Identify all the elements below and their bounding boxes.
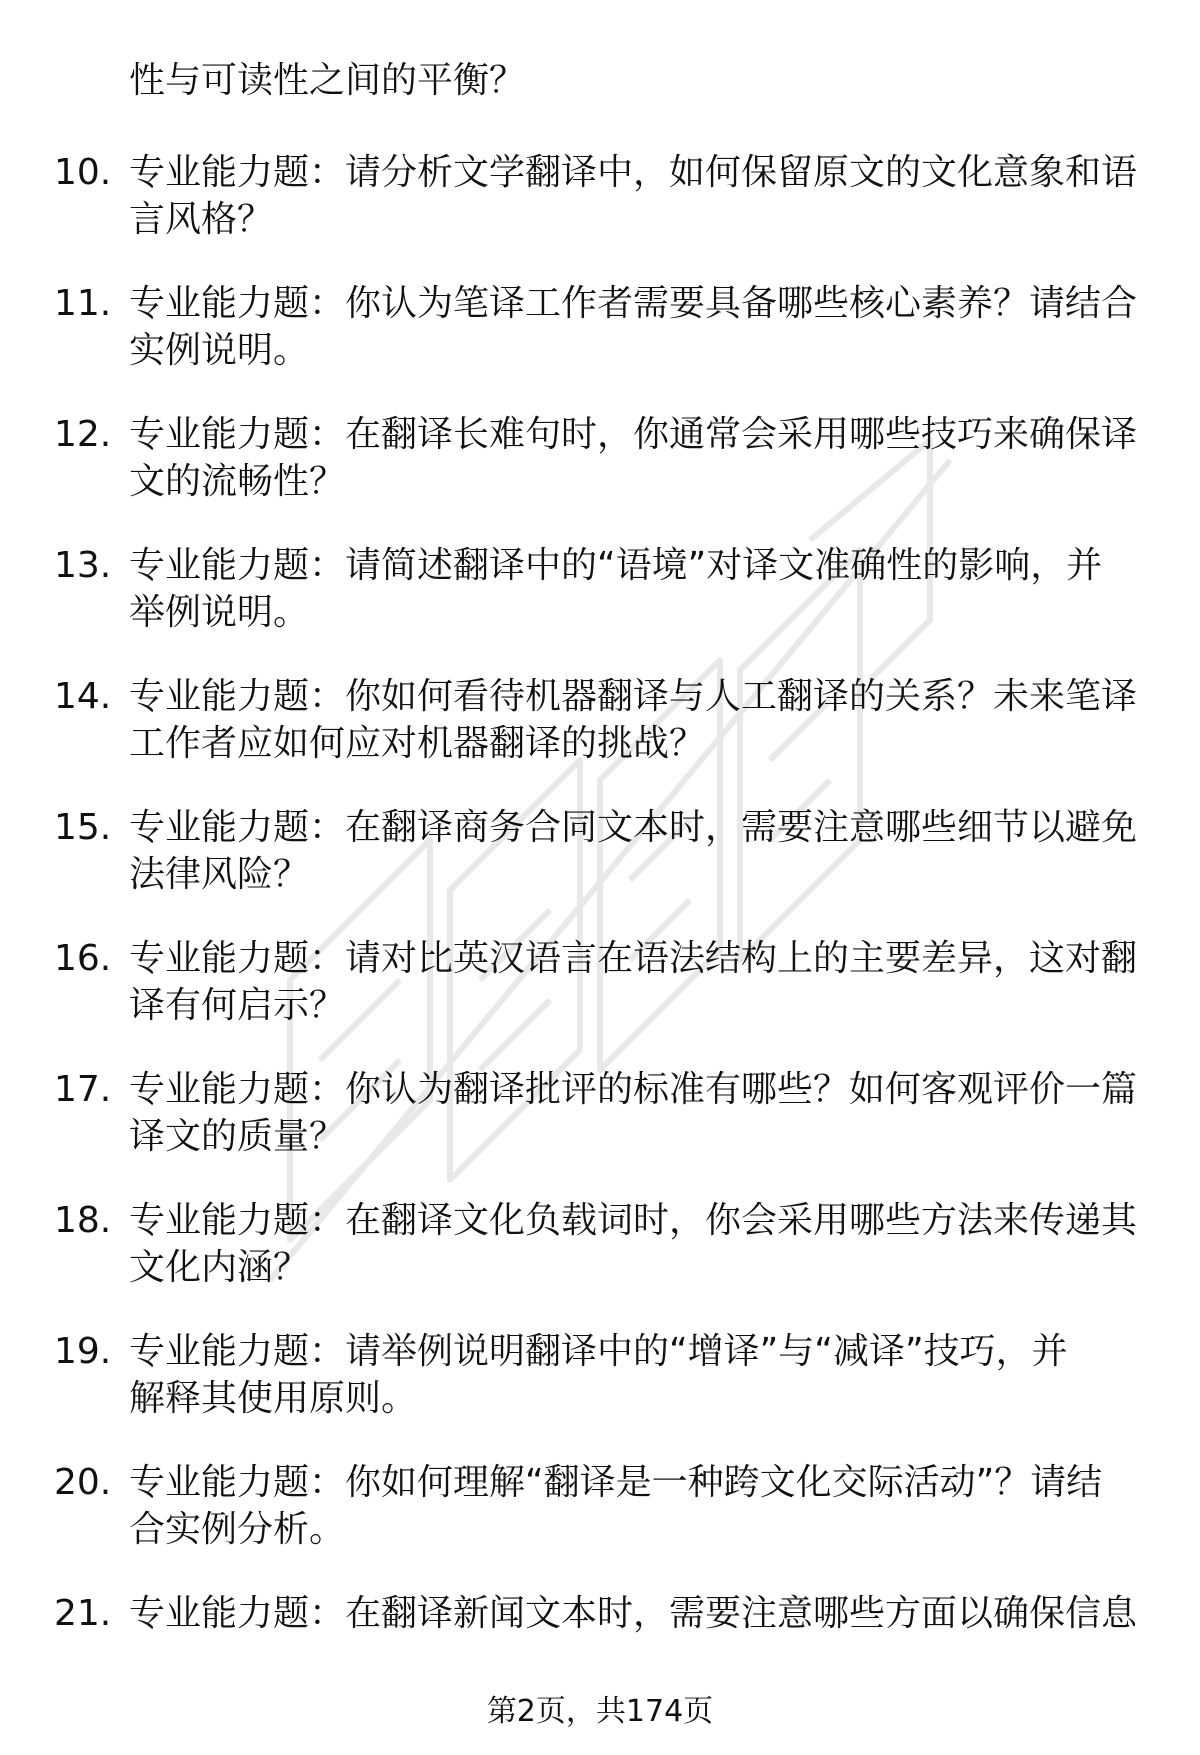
question-item bbox=[0, 805, 1200, 936]
question-item bbox=[0, 1329, 1200, 1460]
page-footer: 第2页，共174页 bbox=[486, 1694, 714, 1729]
question-list bbox=[0, 150, 1200, 1722]
question-item bbox=[0, 1067, 1200, 1198]
question-number: 21. bbox=[54, 1593, 112, 1634]
question-item bbox=[0, 150, 1200, 281]
question-text-line2: 文的流畅性？ bbox=[129, 461, 346, 502]
question-text-line2: 工作者应如何应对机器翻译的挑战？ bbox=[129, 723, 706, 764]
question-number: 20. bbox=[54, 1462, 112, 1503]
question-number: 10. bbox=[54, 152, 112, 193]
question-text-line1: 专业能力题：在翻译商务合同文本时，需要注意哪些细节以避免 bbox=[129, 807, 1138, 848]
question-item bbox=[0, 1198, 1200, 1329]
question-text-line2: 译文的质量？ bbox=[129, 1116, 346, 1157]
question-text-line1: 专业能力题：在翻译文化负载词时，你会采用哪些方法来传递其 bbox=[129, 1200, 1138, 1241]
question-text-line1: 专业能力题：请分析文学翻译中，如何保留原文的文化意象和语 bbox=[129, 152, 1138, 193]
question-item bbox=[0, 543, 1200, 674]
continuation-text: 性与可读性之间的平衡？ bbox=[129, 60, 526, 101]
question-text-line2: 举例说明。 bbox=[129, 592, 310, 633]
question-text-line1: 专业能力题：你认为翻译批评的标准有哪些？如何客观评价一篇 bbox=[129, 1069, 1138, 1110]
question-number: 18. bbox=[54, 1200, 112, 1241]
question-number: 13. bbox=[54, 545, 112, 586]
question-text-line1: 专业能力题：你如何看待机器翻译与人工翻译的关系？未来笔译 bbox=[129, 676, 1138, 717]
question-number: 16. bbox=[54, 938, 112, 979]
question-item bbox=[0, 936, 1200, 1067]
question-item bbox=[0, 412, 1200, 543]
question-number: 15. bbox=[54, 807, 112, 848]
question-text-line2: 解释其使用原则。 bbox=[129, 1378, 418, 1419]
question-text-line1: 专业能力题：在翻译新闻文本时，需要注意哪些方面以确保信息 bbox=[129, 1593, 1138, 1634]
question-number: 12. bbox=[54, 414, 112, 455]
question-item bbox=[0, 1460, 1200, 1591]
question-text-line1: 专业能力题：请举例说明翻译中的“增译”与“减译”技巧，并 bbox=[129, 1331, 1068, 1372]
question-number: 17. bbox=[54, 1069, 112, 1110]
question-text-line2: 译有何启示？ bbox=[129, 985, 346, 1026]
question-text-line1: 专业能力题：请对比英汉语言在语法结构上的主要差异，这对翻 bbox=[129, 938, 1138, 979]
question-text-line2: 言风格？ bbox=[129, 199, 274, 240]
question-text-line2: 文化内涵？ bbox=[129, 1247, 310, 1288]
question-number: 19. bbox=[54, 1331, 112, 1372]
question-item bbox=[0, 281, 1200, 412]
question-number: 14. bbox=[54, 676, 112, 717]
question-text-line1: 专业能力题：你认为笔译工作者需要具备哪些核心素养？请结合 bbox=[129, 283, 1138, 324]
question-text-line1: 专业能力题：请简述翻译中的“语境”对译文准确性的影响，并 bbox=[129, 545, 1103, 586]
question-text-line1: 专业能力题：你如何理解“翻译是一种跨文化交际活动”？请结 bbox=[129, 1462, 1103, 1503]
question-text-line1: 专业能力题：在翻译长难句时，你通常会采用哪些技巧来确保译 bbox=[129, 414, 1138, 455]
question-item bbox=[0, 674, 1200, 805]
question-text-line2: 合实例分析。 bbox=[129, 1509, 346, 1550]
question-text-line2: 实例说明。 bbox=[129, 330, 310, 371]
question-text-line2: 法律风险？ bbox=[129, 854, 310, 895]
question-number: 11. bbox=[54, 283, 112, 324]
